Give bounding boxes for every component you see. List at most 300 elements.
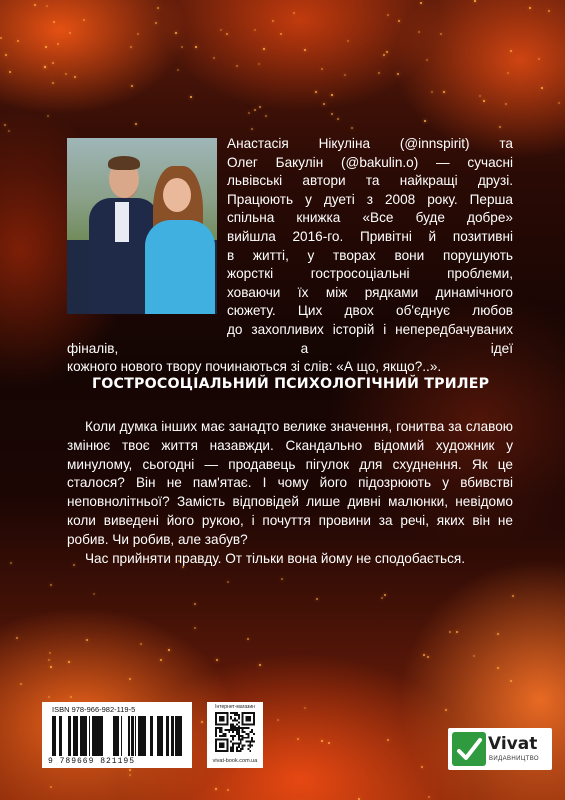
- ember: [315, 91, 317, 93]
- qr-module: [236, 727, 238, 729]
- barcode-bar: [138, 716, 141, 756]
- ember: [216, 659, 218, 661]
- qr-module: [232, 731, 234, 733]
- ember: [428, 796, 430, 798]
- qr-module: [242, 746, 244, 748]
- qr-module: [242, 744, 244, 746]
- qr-module: [242, 731, 244, 733]
- qr-module: [238, 742, 240, 744]
- qr-module: [236, 729, 238, 731]
- ember: [157, 7, 159, 9]
- ember: [175, 32, 177, 34]
- barcode-bar: [80, 716, 83, 756]
- ember: [426, 59, 428, 61]
- qr-module: [234, 727, 236, 729]
- qr-module: [236, 714, 238, 716]
- qr-module: [236, 723, 238, 725]
- ember: [321, 68, 323, 70]
- qr-module: [219, 727, 221, 729]
- qr-module: [232, 746, 234, 748]
- barcode-bar: [175, 716, 177, 756]
- barcode-bar: [115, 716, 118, 756]
- ember: [9, 71, 11, 73]
- qr-module: [244, 737, 246, 739]
- qr-module: [251, 744, 253, 746]
- ember: [474, 0, 476, 2]
- ember: [383, 54, 385, 56]
- qr-module: [236, 746, 238, 748]
- ember: [17, 40, 19, 42]
- ember: [140, 643, 142, 645]
- qr-module: [223, 735, 225, 737]
- barcode-bar: [83, 716, 84, 756]
- authors-bio: [67, 135, 513, 377]
- qr-module: [240, 748, 242, 750]
- ember: [34, 4, 36, 6]
- qr-module: [238, 718, 240, 720]
- qr-module: [238, 735, 240, 737]
- ember: [387, 739, 389, 741]
- qr-module: [230, 748, 232, 750]
- bio-line: Анастасія Нікуліна (@innspirit) та: [227, 136, 513, 151]
- barcode-bar: [77, 716, 78, 756]
- ember: [74, 76, 76, 78]
- bio-line: Працюють у дуеті з 2008 року. Перша: [227, 191, 513, 207]
- ember: [220, 29, 222, 31]
- bio-line: Олег Бакулін (@bakulin.o) — сучасні: [227, 154, 513, 170]
- genre-heading: ГОСТРОСОЦІАЛЬНИЙ ПСИХОЛОГІЧНИЙ ТРИЛЕР: [92, 376, 490, 392]
- qr-module: [230, 746, 232, 748]
- qr-module: [238, 716, 240, 718]
- barcode-bar: [89, 716, 90, 756]
- ember: [10, 562, 12, 564]
- qr-module: [232, 739, 234, 741]
- qr-module: [221, 729, 223, 731]
- ember: [331, 113, 333, 115]
- barcode-bar: [144, 716, 146, 756]
- ember: [331, 94, 333, 96]
- qr-module: [242, 729, 244, 731]
- qr-module: [247, 748, 249, 750]
- publisher-name: Vivat: [488, 734, 538, 754]
- qr-module: [232, 725, 234, 727]
- ember: [86, 639, 88, 641]
- ember: [259, 664, 261, 666]
- ember: [48, 659, 50, 661]
- ember: [423, 654, 425, 656]
- ember: [177, 69, 179, 71]
- qr-module: [215, 735, 217, 737]
- ember: [473, 655, 475, 657]
- ember: [190, 96, 192, 98]
- qr-module: [221, 735, 223, 737]
- ember: [181, 46, 183, 48]
- barcode-bar: [101, 716, 103, 756]
- barcode-bar: [92, 716, 94, 756]
- bio-line: в житті, у творах вони порушують: [227, 247, 513, 263]
- ember: [440, 33, 442, 35]
- ember: [251, 128, 253, 130]
- qr-module: [251, 729, 253, 731]
- ember: [47, 115, 49, 117]
- isbn-digits: 9 789669 821195: [48, 757, 136, 766]
- ember: [304, 707, 306, 709]
- qr-module: [219, 735, 221, 737]
- ember: [398, 20, 400, 22]
- ember: [5, 54, 7, 56]
- ember: [431, 91, 433, 93]
- qr-module: [236, 748, 238, 750]
- ember: [137, 33, 139, 35]
- qr-module: [242, 727, 244, 729]
- ember: [129, 678, 131, 680]
- qr-module: [238, 733, 240, 735]
- ember: [16, 637, 18, 639]
- bio-line: кожного нового твору починаються зі слів: «А що, якщо?..».: [67, 359, 442, 375]
- qr-module: [230, 718, 232, 720]
- qr-module: [238, 725, 240, 727]
- qr-module: [251, 741, 253, 743]
- ember: [0, 37, 2, 39]
- qr-module: [244, 727, 246, 729]
- barcode-bar: [53, 716, 55, 756]
- barcode-bar: [69, 716, 71, 756]
- qr-module: [240, 741, 242, 743]
- ember: [397, 73, 399, 75]
- qr-module: [215, 731, 217, 733]
- ember: [44, 66, 46, 68]
- ember: [386, 51, 388, 53]
- qr-module: [245, 741, 247, 743]
- qr-module: [244, 731, 246, 733]
- qr-module: [240, 735, 242, 737]
- ember: [427, 656, 429, 658]
- qr-module: [234, 714, 236, 716]
- ember: [8, 130, 10, 132]
- qr-module: [247, 744, 249, 746]
- ember: [52, 62, 54, 64]
- ember: [420, 2, 422, 4]
- ember: [160, 659, 162, 661]
- ember: [195, 46, 197, 48]
- ember: [293, 12, 295, 14]
- ember: [168, 649, 170, 651]
- qr-module: [244, 744, 246, 746]
- ember: [227, 789, 229, 791]
- qr-module: [238, 739, 240, 741]
- photo-spacer: [67, 135, 227, 325]
- barcode-bar: [59, 716, 61, 756]
- qr-module: [238, 714, 240, 716]
- ember: [70, 696, 72, 698]
- qr-module: [247, 727, 249, 729]
- qr-module: [232, 712, 234, 714]
- qr-module: [232, 735, 234, 737]
- qr-module: [238, 731, 240, 733]
- ember: [52, 82, 54, 84]
- ember: [236, 65, 238, 67]
- barcode-bar: [166, 716, 169, 756]
- qr-module: [232, 742, 234, 744]
- ember: [4, 124, 6, 126]
- qr-module: [251, 737, 253, 739]
- ember: [351, 127, 353, 129]
- qr-module: [238, 737, 240, 739]
- ember: [483, 100, 485, 102]
- qr-module: [225, 733, 227, 735]
- qr-module: [240, 750, 242, 752]
- barcode-bar: [95, 716, 98, 756]
- qr-module: [249, 742, 251, 744]
- ember: [69, 32, 71, 34]
- qr-module: [249, 731, 251, 733]
- ember: [194, 603, 196, 605]
- ember: [443, 91, 445, 93]
- ember: [297, 738, 299, 740]
- qr-module: [225, 735, 227, 737]
- ember: [130, 46, 132, 48]
- barcode-bar: [160, 716, 163, 756]
- ember: [135, 123, 137, 125]
- bio-line: сюжету. Цих двох об'єднує любов: [227, 303, 513, 319]
- ember: [50, 584, 52, 586]
- qr-module: [219, 729, 221, 731]
- ember: [247, 638, 249, 640]
- annotation-paragraph: Коли думка інших має занадто велике значення, гонитва за славою змінює твоє життя назавжди. Скандально відомий художник у минулому, сьогодні — продавець пігулок для схуднення. Як це сталося? Він не пам'ятає. І чому його підозрюють у вбивстві неповнолітньої? Замість відповідей лише дивні малюнки, невідомо коли виведені його рукою, і почуття провини за речі, яких він не робив. Чи робив, але забув?: [67, 419, 513, 547]
- qr-module: [234, 729, 236, 731]
- qr-module: [234, 712, 236, 714]
- barcode-bar: [141, 716, 144, 756]
- ember: [50, 666, 52, 668]
- ember: [358, 798, 360, 800]
- ember: [421, 766, 423, 768]
- ember: [272, 20, 274, 22]
- qr-module: [234, 742, 236, 744]
- ember: [281, 578, 283, 580]
- qr-url-label: vivat-book.com.ua: [212, 758, 258, 764]
- qr-module: [242, 739, 244, 741]
- barcode-bar: [118, 716, 119, 756]
- qr-module: [230, 712, 232, 714]
- barcode-bar: [84, 716, 87, 756]
- qr-module: [219, 742, 225, 748]
- annotation: [67, 418, 513, 568]
- barcode-bar: [150, 716, 153, 756]
- qr-module: [234, 725, 236, 727]
- barcode-bar: [98, 716, 99, 756]
- qr-module: [238, 746, 240, 748]
- ember: [344, 74, 346, 76]
- bio-line: спільна книжка «Все буде добре»: [227, 210, 513, 226]
- ember: [93, 593, 95, 595]
- ember: [381, 597, 383, 599]
- barcode-bar: [157, 716, 160, 756]
- ember: [129, 769, 131, 771]
- qr-module: [240, 742, 242, 744]
- ember: [215, 788, 217, 790]
- qr-module: [230, 716, 232, 718]
- ember: [20, 683, 22, 685]
- ember: [548, 10, 550, 12]
- ember: [538, 58, 540, 60]
- qr-module: [234, 720, 236, 722]
- ember: [456, 631, 458, 633]
- ember: [194, 627, 196, 629]
- qr-module: [238, 722, 240, 724]
- qr-module: [245, 737, 247, 739]
- isbn-label: ISBN 978-966-982-119-5: [52, 705, 136, 714]
- barcode-bar: [171, 716, 172, 756]
- qr-module: [236, 750, 238, 752]
- ember: [304, 49, 306, 51]
- ember: [45, 46, 47, 48]
- ember: [227, 581, 229, 583]
- qr-module: [238, 727, 240, 729]
- qr-module: [234, 735, 236, 737]
- ember: [155, 22, 157, 24]
- ember: [505, 103, 507, 105]
- qr-module: [230, 725, 232, 727]
- barcode-bar: [94, 716, 95, 756]
- ember: [529, 7, 531, 9]
- qr-module: [232, 729, 234, 731]
- qr-module: [236, 720, 238, 722]
- annotation-paragraph: Час прийняти правду. От тільки вона йому не сподобається.: [85, 550, 466, 566]
- qr-module: [253, 733, 255, 735]
- ember: [507, 72, 509, 74]
- qr-block: [207, 702, 263, 768]
- qr-module: [232, 720, 234, 722]
- ember: [48, 696, 50, 698]
- barcode-bar: [131, 716, 134, 756]
- ember: [347, 40, 349, 42]
- qr-module: [232, 737, 234, 739]
- ember: [510, 50, 512, 52]
- ember: [512, 595, 514, 597]
- ember: [558, 102, 560, 104]
- ember: [68, 661, 70, 663]
- qr-module: [245, 733, 247, 735]
- qr-module: [247, 735, 249, 737]
- qr-module: [247, 737, 249, 739]
- qr-module: [247, 733, 249, 735]
- ember: [213, 57, 215, 59]
- qr-module: [223, 733, 225, 735]
- ember: [57, 43, 59, 45]
- bio-line: до захопливих історій і непередбачуваних фіналів, а ідеї: [67, 321, 513, 356]
- qr-module: [230, 729, 232, 731]
- qr-module: [230, 741, 232, 743]
- qr-module: [240, 739, 242, 741]
- qr-module: [230, 750, 232, 752]
- ember: [510, 680, 512, 682]
- ember: [378, 72, 380, 74]
- ember: [254, 109, 256, 111]
- qr-module: [242, 737, 244, 739]
- bio-line: ховаючи їх між рядками динамічного: [227, 284, 513, 300]
- ember: [337, 118, 339, 120]
- ember: [497, 633, 499, 635]
- qr-module: [245, 716, 251, 722]
- ember: [541, 87, 543, 89]
- qr-code-icon: [215, 712, 255, 752]
- qr-module: [232, 744, 234, 746]
- barcode-bar: [99, 716, 101, 756]
- barcode-bar: [74, 716, 77, 756]
- isbn-barcode-block: [42, 702, 192, 768]
- qr-module: [236, 733, 238, 735]
- barcode-bar: [73, 716, 74, 756]
- ember: [497, 667, 499, 669]
- qr-module: [240, 727, 242, 729]
- ember: [49, 652, 51, 654]
- ember: [424, 120, 426, 122]
- publisher-logo: [448, 728, 552, 770]
- bio-line: вийшла 2016-го. Привітні й позитивні: [227, 228, 513, 244]
- ember: [418, 31, 420, 33]
- qr-top-label: Інтернет-магазин: [215, 704, 255, 710]
- qr-module: [217, 727, 219, 729]
- ember: [280, 33, 282, 35]
- ember: [499, 126, 501, 128]
- ember: [201, 721, 203, 723]
- qr-module: [249, 746, 251, 748]
- barcode-bar: [113, 716, 115, 756]
- barcode-bar: [128, 716, 130, 756]
- qr-module: [251, 739, 253, 741]
- qr-module: [236, 731, 238, 733]
- barcode-bar: [55, 716, 56, 756]
- qr-module: [249, 750, 251, 752]
- ember: [479, 95, 481, 97]
- qr-module: [228, 729, 230, 731]
- qr-module: [228, 731, 230, 733]
- ember: [321, 740, 323, 742]
- qr-module: [249, 744, 251, 746]
- qr-module: [219, 716, 225, 722]
- qr-module: [232, 750, 234, 752]
- qr-module: [221, 731, 223, 733]
- ember: [445, 709, 447, 711]
- ember: [46, 5, 48, 7]
- ember: [328, 742, 330, 744]
- ember: [265, 115, 267, 117]
- qr-module: [230, 735, 232, 737]
- qr-module: [238, 750, 240, 752]
- barcode-bar: [172, 716, 174, 756]
- ember: [131, 85, 133, 87]
- ember: [387, 14, 389, 16]
- ember: [254, 29, 256, 31]
- vivat-leaf-icon: [452, 732, 486, 766]
- qr-module: [247, 741, 249, 743]
- qr-module: [236, 712, 238, 714]
- ember: [259, 106, 261, 108]
- qr-module: [232, 723, 234, 725]
- barcode-bar: [135, 716, 136, 756]
- qr-module: [215, 733, 217, 735]
- qr-module: [232, 727, 234, 729]
- ember: [316, 598, 318, 600]
- qr-module: [226, 729, 228, 731]
- barcode-bar: [52, 716, 53, 756]
- qr-module: [245, 727, 247, 729]
- bio-line: львівські автори та найкращі друзі.: [227, 173, 513, 189]
- barcode-bar: [177, 716, 179, 756]
- qr-module: [249, 741, 251, 743]
- qr-module: [238, 729, 240, 731]
- qr-module: [230, 727, 232, 729]
